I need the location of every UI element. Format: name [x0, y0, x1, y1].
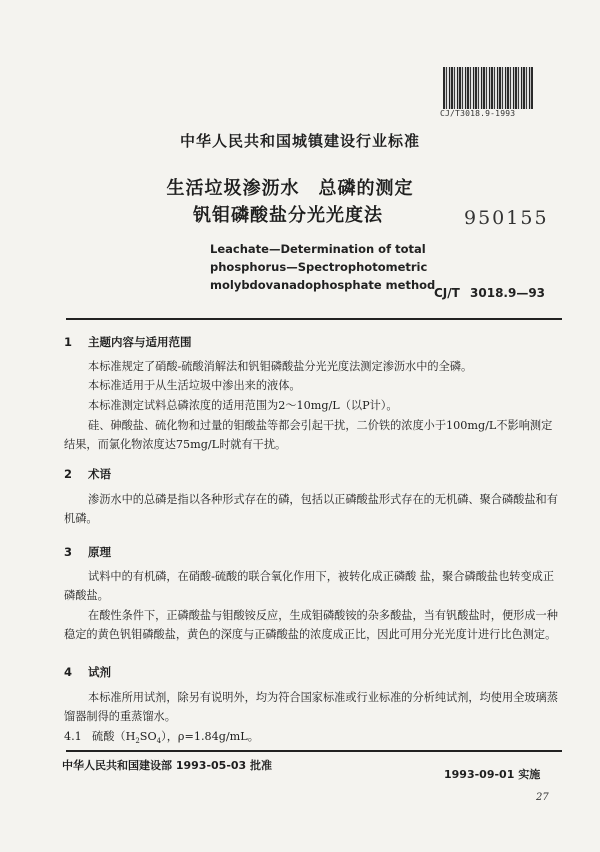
- section-heading-4: 4 试剂: [64, 665, 111, 679]
- reagent-item-4-1: 4.1 硫酸$(H_2SO_4)$，ρ=1.84g/mL。: [64, 730, 259, 746]
- paragraph: 渗沥水中的总磷是指以各种形式存在的磷，包括以正磷酸盐形式存在的无机磷、聚合磷酸盐和有机磷。: [64, 493, 558, 525]
- paragraph: 硅、砷酸盐、硫化物和过量的钼酸盐等都会引起干扰，二价铁的浓度小于100mg/L不影响测定结果，而氯化物浓度达75mg/L时就有干扰。: [64, 419, 553, 451]
- document-title-line2: 钒钼磷酸盐分光光度法: [193, 205, 383, 226]
- english-title-line: molybdovanadophosphate method: [210, 278, 436, 292]
- paragraph: 本标准适用于从生活垃圾中渗出来的液体。: [88, 379, 301, 392]
- document-number: 950155: [464, 207, 549, 229]
- barcode: [443, 67, 533, 109]
- english-title: [210, 240, 435, 294]
- implementation-date: 1993-09-01 实施: [444, 768, 541, 781]
- paragraph: 试料中的有机磷，在硝酸-硫酸的联合氧化作用下，被转化成正磷酸 盐，聚合磷酸盐也转变成正磷酸盐。: [64, 570, 555, 602]
- barcode-text: CJ/T3018.9-1993: [440, 109, 516, 118]
- english-title-line: Leachate—Determination of total: [210, 242, 426, 256]
- approval-line: 中华人民共和国建设部 1993-05-03 批准: [62, 759, 273, 772]
- standard-code: CJ/T 3018.9—93: [434, 286, 546, 300]
- footer-divider: [66, 750, 562, 752]
- section-heading-3: 3 原理: [64, 545, 111, 559]
- page-number: 27: [536, 792, 549, 803]
- header-divider: [66, 318, 562, 320]
- english-title-line: phosphorus—Spectrophotometric: [210, 260, 428, 274]
- paragraph: 本标准规定了硝酸-硫酸消解法和钒钼磷酸盐分光光度法测定渗沥水中的全磷。: [88, 360, 473, 373]
- paragraph: 在酸性条件下，正磷酸盐与钼酸铵反应，生成钼磷酸铵的杂多酸盐，当有钒酸盐时，便形成一种稳定的黄色钒钼磷酸盐，黄色的深度与正磷酸盐的浓度成正比，因此可用分光光度计进行比色测定。: [64, 609, 558, 641]
- section-heading-2: 2 术语: [64, 467, 111, 481]
- section-heading-1: 1 主题内容与适用范围: [64, 335, 192, 349]
- standard-organization: 中华人民共和国城镇建设行业标准: [179, 132, 420, 150]
- paragraph: 本标准所用试剂，除另有说明外，均为符合国家标准或行业标准的分析纯试剂，均使用全玻璃蒸馏器制得的重蒸馏水。: [64, 691, 558, 723]
- paragraph: 本标准测定试料总磷浓度的适用范围为2～10mg/L（以P计）。: [88, 399, 398, 412]
- document-title-line1: 生活垃圾渗沥水 总磷的测定: [166, 178, 414, 199]
